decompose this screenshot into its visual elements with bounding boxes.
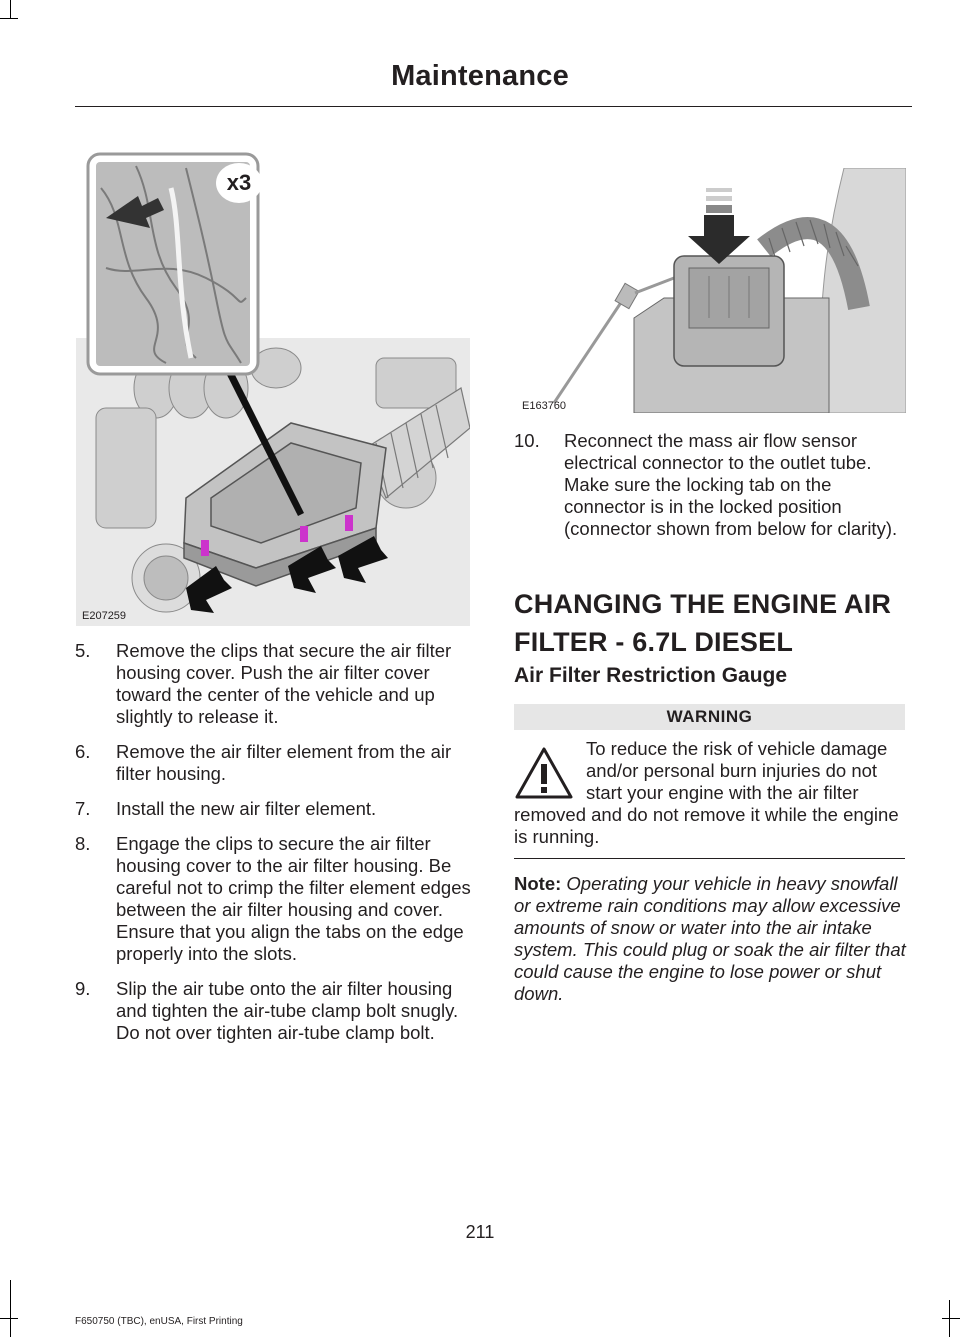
step-text: Remove the clips that secure the air filter housing cover. Push the air filter cover toward the center of the vehicle and up slightly to release it.: [116, 640, 452, 727]
warning-box: [514, 704, 905, 859]
warning-text: To reduce the risk of vehicle damage and/or personal burn injuries do not start your engine with the air filter removed and do not remove it while the engine is running.: [514, 738, 899, 847]
subheading: Air Filter Restriction Gauge: [514, 664, 788, 687]
warning-triangle-icon: [514, 746, 574, 800]
figure-code: E207259: [82, 610, 127, 622]
crop-mark: [942, 1318, 960, 1319]
step-number: 5.: [75, 640, 91, 661]
list-item: [75, 978, 475, 1044]
step-text: Engage the clips to secure the air filter housing cover to the air filter housing. Be careful not to crimp the filter element edges between the air filter housing and cover. Ensure that you align the tabs on the edge properly into the slots.: [116, 833, 471, 964]
step-number: 8.: [75, 833, 91, 854]
figure-code: E163760: [522, 400, 567, 412]
step-text: Reconnect the mass air flow sensor electrical connector to the outlet tube. Make sure the locking tab on the connector is in the locked position (connector shown from below for clarity).: [564, 430, 898, 539]
crop-mark: [0, 18, 18, 19]
list-item: [514, 430, 907, 540]
note: [514, 873, 906, 1005]
step-number: 9.: [75, 978, 91, 999]
step-number: 10.: [514, 430, 540, 451]
section-heading-line: CHANGING THE ENGINE AIR: [514, 589, 892, 619]
steps-list-left: [75, 640, 475, 1057]
step-number: 6.: [75, 741, 91, 762]
list-item: [75, 798, 475, 820]
badge-label: x3: [226, 170, 252, 195]
warning-rule: [514, 858, 905, 859]
maf-connector-illustration: [514, 168, 906, 413]
list-item: [75, 640, 475, 728]
page-number: 211: [465, 1222, 495, 1242]
warning-title: WARNING: [514, 704, 905, 730]
warning-body: [514, 738, 905, 848]
crop-mark: [0, 1318, 18, 1319]
step-text: Slip the air tube onto the air filter housing and tighten the air-tube clamp bolt snugly. Do not over tighten air-tube clamp bolt.: [116, 978, 459, 1043]
badge-x3: [216, 163, 262, 203]
list-item: [75, 741, 475, 785]
steps-list-right: [514, 430, 907, 553]
step-number: 7.: [75, 798, 91, 819]
step-text: Install the new air filter element.: [116, 798, 377, 819]
note-text: Operating your vehicle in heavy snowfall or extreme rain conditions may allow excessive amounts of snow or water into the air intake system. This could plug or soak the air filter that could cause the engine to lose power or shut down.: [514, 873, 906, 1004]
air-filter-housing-illustration: [76, 148, 470, 626]
crop-mark: [10, 1280, 11, 1337]
figure-maf-connector: [514, 168, 906, 413]
note-label: Note:: [514, 873, 562, 894]
page-title: Maintenance: [391, 60, 569, 92]
section-heading-line: FILTER - 6.7L DIESEL: [514, 627, 794, 657]
section-heading: [514, 585, 914, 661]
list-item: [75, 833, 475, 965]
crop-mark: [10, 0, 11, 18]
publication-info: F650750 (TBC), enUSA, First Printing: [75, 1316, 243, 1327]
step-text: Remove the air filter element from the air filter housing.: [116, 741, 452, 784]
figure-air-filter-housing: [76, 148, 470, 626]
header-rule: [75, 106, 912, 107]
